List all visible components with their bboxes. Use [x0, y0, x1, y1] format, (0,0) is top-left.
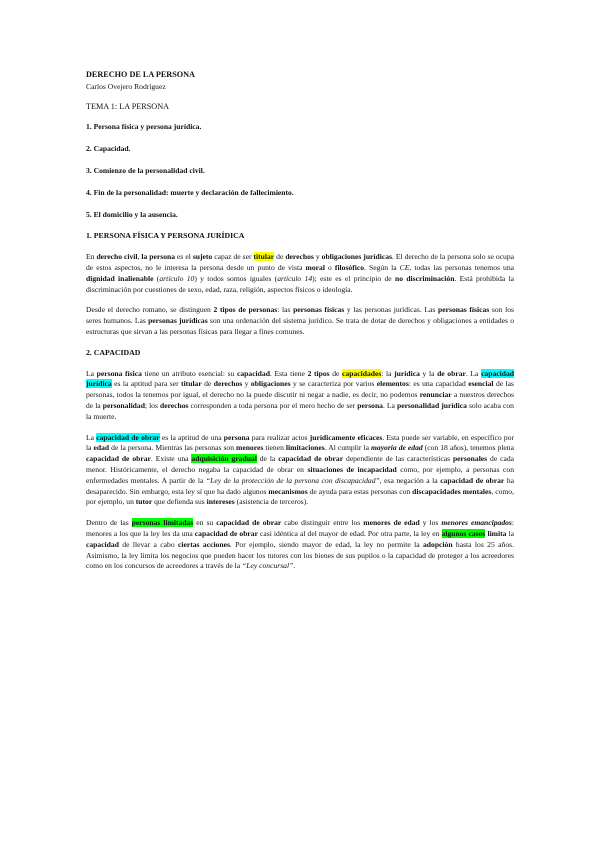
paragraph: La persona física tiene un atributo esencial: su capacidad. Esta tiene 2 tipos de capacidades: la jurídica y la de obrar. La capacidad jurídica es la aptitud para ser titular de derechos y obligaciones y se caracteriza por varios elementos: es una capacidad esencial de las personas, todos la tenemos por igual, el derecho no la puede discutir ni negar a nadie, es decir, no podemos renunciar a nuestros derechos de la personalidad; los derechos corresponden a toda persona por el mero hecho de ser persona. La personalidad jurídica solo acaba con la muerte.: [86, 368, 514, 421]
index-item: 5. El domicilio y la ausencia.: [86, 209, 178, 219]
document-title: DERECHO DE LA PERSONA: [86, 70, 195, 79]
index-item: 1. Persona física y persona jurídica.: [86, 122, 202, 132]
section-heading: 1. PERSONA FÍSICA Y PERSONA JURÍDICA: [86, 231, 245, 241]
topic-title: TEMA 1: LA PERSONA: [86, 101, 170, 111]
highlighted-text: adquisición gradual: [191, 454, 257, 464]
highlighted-text: capacidades: [342, 368, 382, 378]
paragraph: La capacidad de obrar es la aptitud de una persona para realizar actos jurídicamente eficaces. Esta puede ser variable, en específico por la edad de la persona. Mientras las personas son menores tienen limitaciones. Al cumplir la mayoría de edad (con 18 años), tenemos plena capacidad de obrar. Existe una adquisición gradual de la capacidad de obrar dependiente de las características personales de cada menor. Históricamente, el derecho negaba la capacidad de obrar en situaciones de incapacidad como, por ejemplo, a personas con enfermedades mentales. A partir de la “Ley de la protección de la persona con discapacidad”, esa negación a la capacidad de obrar ha desaparecido. Sin embargo, esta ley sí que ha dado algunos mecanismos de ayuda para estas personas con discapacidades mentales, como, por ejemplo, un tutor que defienda sus intereses (asistencia de terceros).: [86, 432, 515, 507]
author-name: Carlos Ovejero Rodríguez: [86, 81, 166, 91]
index-item: 3. Comienzo de la personalidad civil.: [86, 165, 205, 175]
paragraph: Desde el derecho romano, se distinguen 2 tipos de personas: las personas físicas y las personas jurídicas. Las personas físicas son los seres humanos. Las personas jurídicas son una ordenación del sistema jurídico. Se trata de dotar de derechos y obligaciones a entidades o estructuras que sirvan a las personas físicas para llegar a fines comunes.: [86, 305, 514, 336]
highlighted-text: capacidad de obrar: [96, 432, 160, 442]
document-body: [86, 70, 514, 582]
highlighted-text: titular: [253, 252, 275, 262]
index-item: 2. Capacidad.: [86, 144, 131, 154]
paragraph: Dentro de las personas limitadas en su capacidad de obrar cabe distinguir entre los menores de edad y los menores emancipados: menores a los que la ley les da una capacidad de obrar casi idéntica al del mayor de edad. Por otra parte, la ley en algunos casos limita la capacidad de llevar a cabo ciertas acciones. Por ejemplo, siendo mayor de edad, la ley no permite la adopción hasta los 25 años. Asimismo, la ley limita los negocios que pueden hacer los tutores con los bienes de sus pupilos o la capacidad de proteger a los acreedores como en los concursos de acreedores a través de la “Ley concursal”.: [86, 518, 514, 571]
index-item: 4. Fin de la personalidad: muerte y declaración de fallecimiento.: [86, 187, 294, 197]
section-heading: 2. CAPACIDAD: [86, 347, 141, 357]
paragraph: En derecho civil, la persona es el sujeto capaz de ser titular de derechos y obligaciones jurídicas. El derecho de la persona solo se ocupa de estos aspectos, no le interesa la persona desde un punto de vista moral o filosófico. Según la CE, todas las personas tenemos una dignidad inalienable (artículo 10) y todos somos iguales (artículo 14); este es el principio de no discriminación. Está prohibida la discriminación por cuestiones de sexo, edad, raza, religión, aspectos físicos o ideología.: [86, 252, 514, 294]
highlighted-text: personas limitadas: [131, 518, 194, 528]
highlighted-text: algunos casos: [441, 528, 486, 538]
highlighted-text: capacidad jurídica: [86, 368, 514, 389]
